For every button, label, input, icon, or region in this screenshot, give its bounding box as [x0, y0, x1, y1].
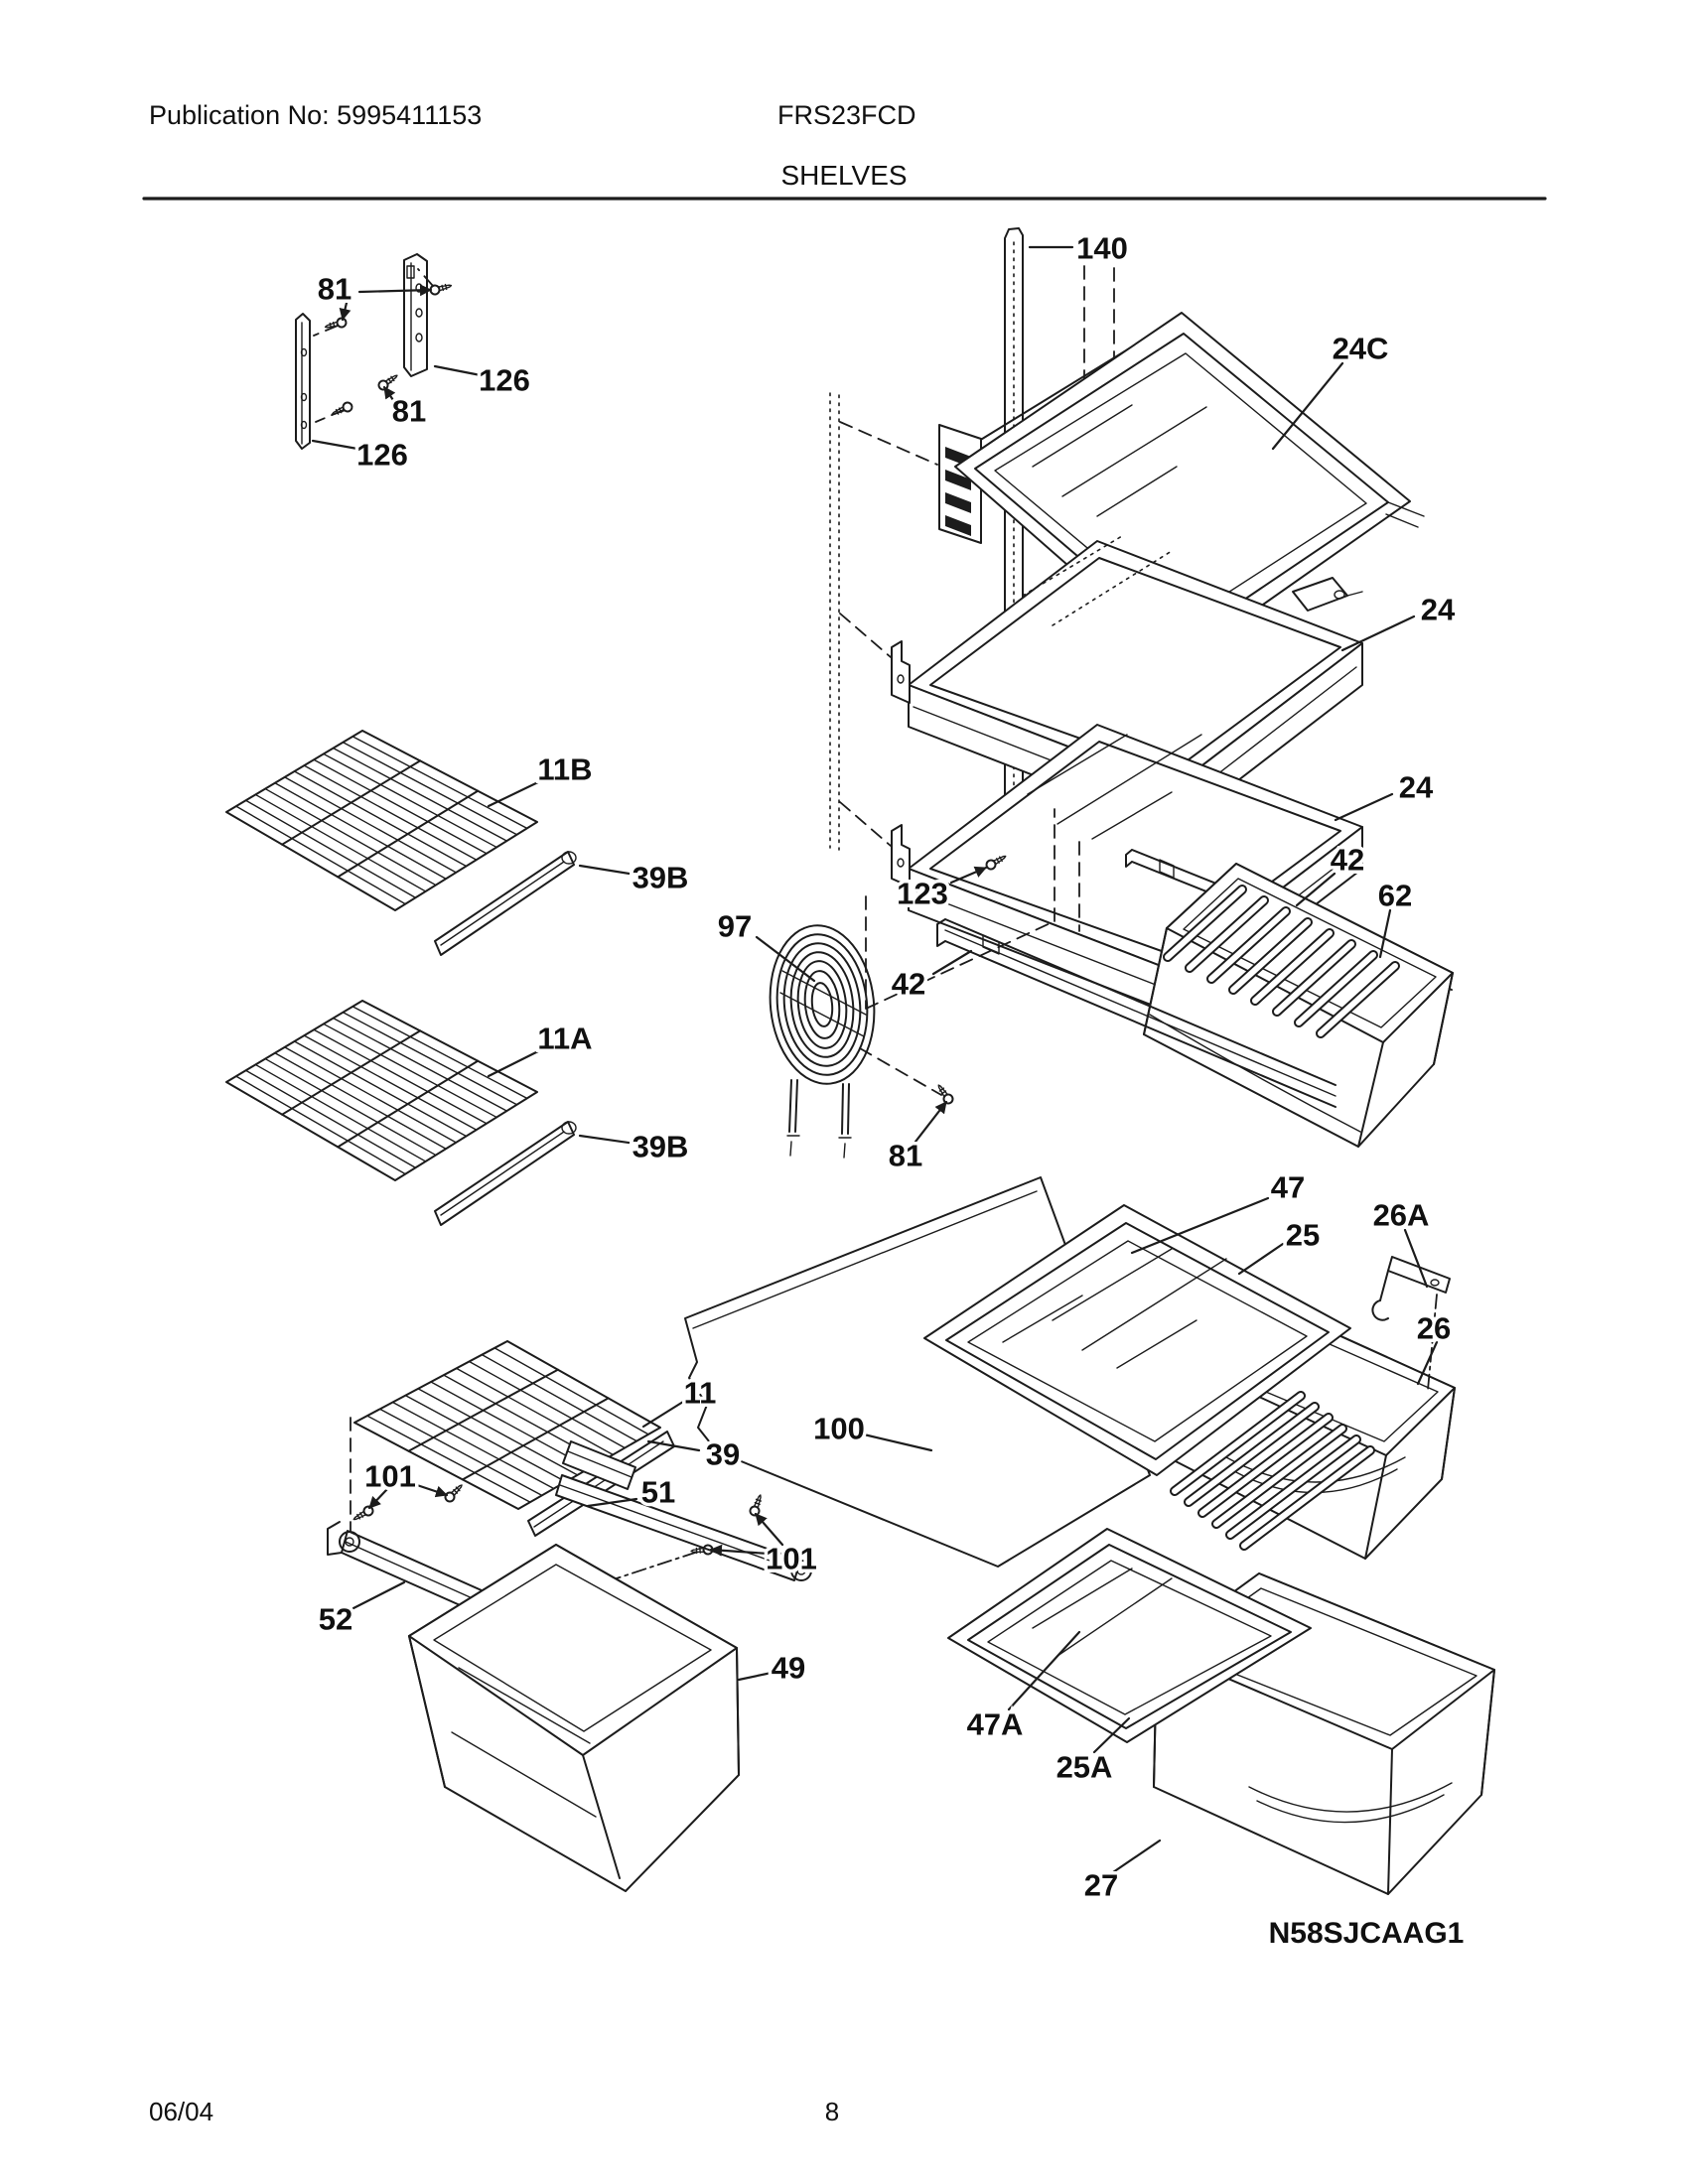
- leader-line: [353, 1582, 404, 1608]
- assembly-code: N58SJCAAG1: [1268, 1917, 1465, 1950]
- callout-label-62: 62: [1377, 878, 1413, 913]
- callout-81: [318, 272, 431, 321]
- model-number: FRS23FCD: [777, 100, 916, 130]
- leader-line: [756, 1514, 782, 1545]
- screw-icon: [377, 372, 400, 392]
- callout-label-42: 42: [1330, 842, 1365, 878]
- callout-42: [892, 951, 971, 1002]
- callout-label-11: 11: [683, 1375, 717, 1411]
- callout-27: [1084, 1841, 1160, 1903]
- leader-line: [411, 1483, 447, 1495]
- callout-label-49: 49: [771, 1650, 806, 1686]
- callout-140: [1030, 231, 1128, 266]
- leader-line: [643, 1402, 683, 1427]
- leader-line: [580, 866, 635, 875]
- screw-icon: [331, 401, 353, 418]
- callout-label-81: 81: [391, 393, 427, 429]
- wire-shelf-11b: [226, 731, 537, 910]
- callout-label-11B: 11B: [537, 751, 593, 787]
- rail-alignment-dashes: [840, 422, 937, 846]
- callout-label-52: 52: [318, 1601, 353, 1637]
- leader-line: [1239, 1244, 1283, 1274]
- callout-label-25: 25: [1285, 1217, 1321, 1253]
- leader-line: [435, 366, 481, 375]
- callout-81: [384, 387, 426, 429]
- leader-line: [1336, 794, 1392, 820]
- screw-icon: [444, 1482, 466, 1504]
- callout-126: [435, 363, 530, 398]
- screw-icon: [429, 281, 452, 295]
- wine-rack-coil-97: [763, 920, 882, 1089]
- callout-label-39B: 39B: [632, 860, 689, 895]
- leader-line: [313, 441, 357, 449]
- footer-date: 06/04: [149, 2097, 214, 2126]
- callout-39B: [580, 861, 688, 895]
- leader-line: [489, 1049, 542, 1076]
- callout-label-39: 39: [705, 1436, 741, 1472]
- leader-line: [489, 780, 542, 806]
- callout-97: [718, 909, 814, 982]
- ghost-rail-left: [830, 393, 839, 850]
- callout-label-100: 100: [813, 1411, 865, 1446]
- callout-label-24: 24: [1398, 769, 1434, 805]
- callout-label-11A: 11A: [537, 1021, 593, 1056]
- callout-label-140: 140: [1076, 230, 1128, 266]
- callout-label-81: 81: [888, 1138, 923, 1173]
- callout-52: [319, 1582, 404, 1637]
- mounting-bracket-126-left: [296, 314, 310, 449]
- callout-126: [313, 438, 408, 473]
- callout-label-26A: 26A: [1372, 1197, 1430, 1233]
- callout-24: [1336, 770, 1434, 821]
- callout-label-97: 97: [717, 908, 753, 944]
- leader-line: [739, 1673, 772, 1680]
- mounting-bracket-126-right: [404, 254, 427, 376]
- leader-line: [915, 1102, 946, 1142]
- footer-page-number: 8: [824, 2097, 840, 2126]
- callout-label-42: 42: [891, 966, 926, 1002]
- callout-label-101: 101: [364, 1458, 416, 1494]
- callout-label-47A: 47A: [966, 1706, 1024, 1742]
- callout-label-27: 27: [1083, 1867, 1119, 1903]
- callout-26: [1417, 1311, 1451, 1385]
- leader-line: [1342, 616, 1414, 650]
- shelf-trim-39b-upper: [435, 852, 576, 955]
- callout-25A: [1056, 1718, 1129, 1785]
- page-title: SHELVES: [780, 160, 908, 191]
- callout-label-26: 26: [1416, 1310, 1452, 1346]
- callout-label-123: 123: [897, 876, 948, 911]
- callout-11A: [489, 1022, 593, 1077]
- callout-label-39B: 39B: [632, 1129, 689, 1164]
- callout-24: [1342, 593, 1456, 651]
- callout-label-126: 126: [479, 362, 530, 398]
- callout-39B: [580, 1130, 688, 1164]
- publication-number: Publication No: 5995411153: [149, 100, 483, 130]
- callout-label-25A: 25A: [1055, 1749, 1113, 1785]
- leader-line: [580, 1136, 635, 1144]
- callout-label-101: 101: [766, 1541, 817, 1576]
- callout-11B: [489, 752, 593, 807]
- shelf-latch: [1293, 578, 1347, 611]
- callout-label-47: 47: [1270, 1169, 1306, 1205]
- callout-label-126: 126: [356, 437, 408, 473]
- coil-screw-dash: [860, 1048, 941, 1095]
- callout-81: [889, 1102, 946, 1173]
- callout-49: [739, 1651, 805, 1686]
- callout-label-24C: 24C: [1332, 331, 1389, 366]
- callout-label-24: 24: [1420, 592, 1456, 627]
- callout-25: [1239, 1218, 1320, 1275]
- leader-line: [1113, 1841, 1160, 1872]
- callout-label-81: 81: [317, 271, 352, 307]
- wire-shelf-11a: [226, 1001, 537, 1180]
- shelf-trim-39b-lower: [435, 1122, 576, 1225]
- callout-101: [364, 1459, 447, 1509]
- callout-label-51: 51: [640, 1474, 676, 1510]
- screw-icon: [749, 1493, 765, 1516]
